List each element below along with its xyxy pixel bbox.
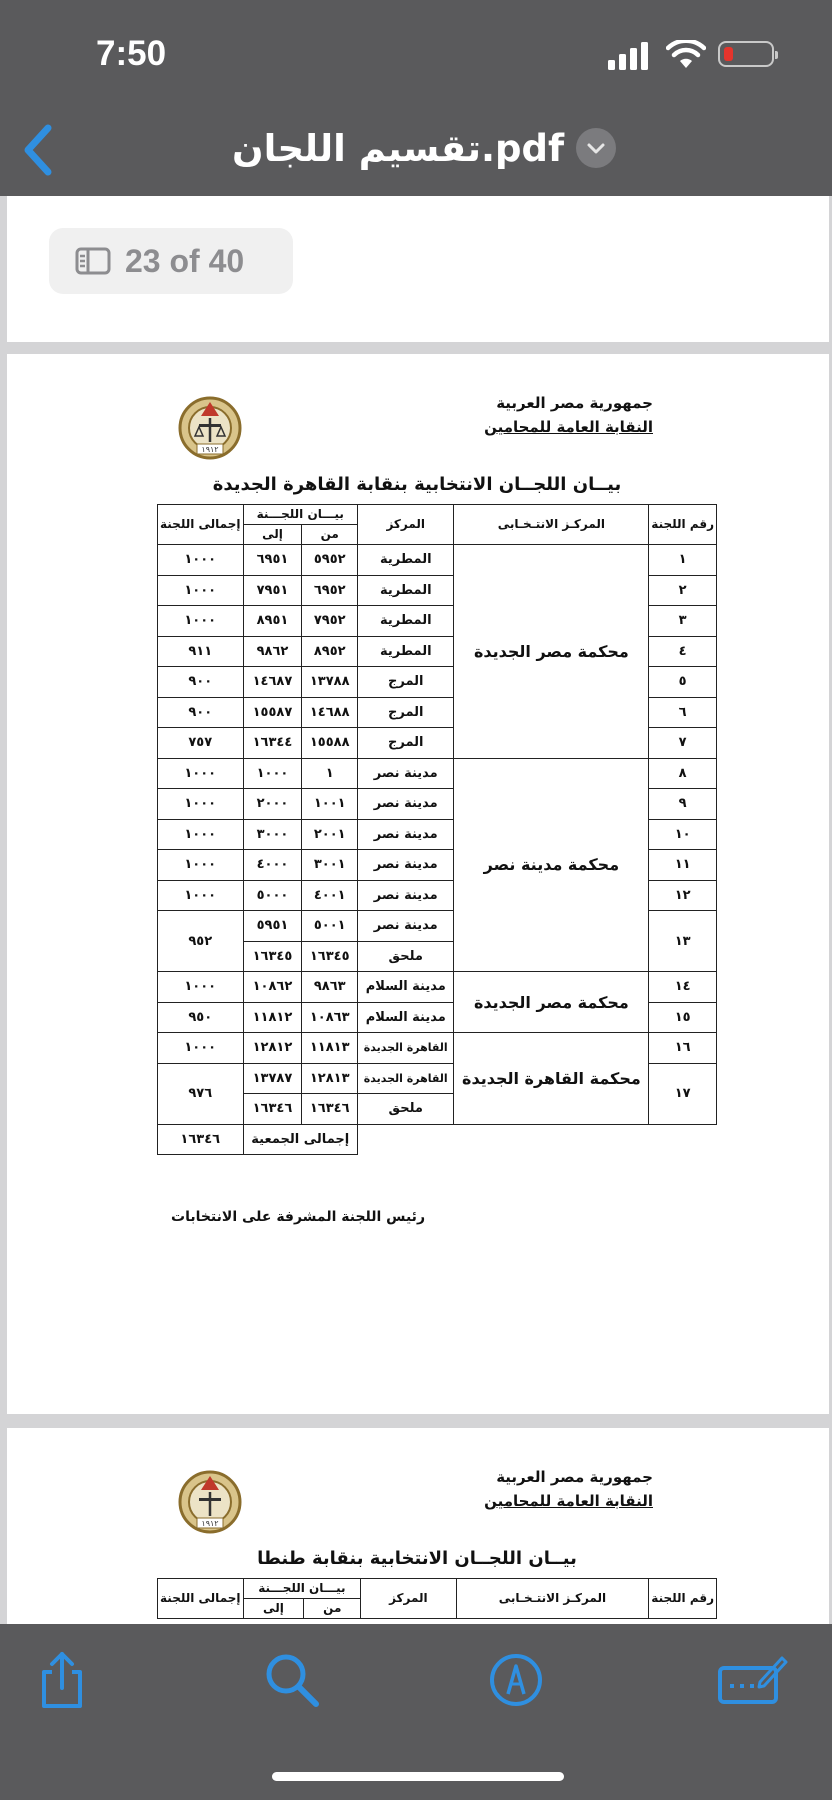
row-center: مدينة نصر — [358, 789, 454, 820]
row-total: ٩٥٢ — [158, 911, 244, 972]
row-to: ١١٨١٢ — [243, 1002, 302, 1033]
row-center: القاهرة الجديدة — [358, 1033, 454, 1064]
battery-icon — [718, 41, 774, 67]
share-icon[interactable] — [30, 1648, 94, 1712]
col-header-to: إلى — [243, 525, 302, 545]
row-from: ٥٠٠١ — [302, 911, 358, 942]
row-num: ٣ — [649, 606, 717, 637]
row-to: ٧٩٥١ — [243, 575, 302, 606]
row-center: المطرية — [358, 575, 454, 606]
row-center: مدينة السلام — [358, 972, 454, 1003]
grand-total-value: ١٦٣٤٦ — [158, 1124, 244, 1155]
row-from: ٩٨٦٣ — [302, 972, 358, 1003]
row-center: المرج — [358, 697, 454, 728]
row-to: ٤٠٠٠ — [243, 850, 302, 881]
row-total: ١٠٠٠ — [158, 545, 244, 576]
logo-year: ١٩١٢ — [201, 1519, 219, 1528]
row-total: ٩٠٠ — [158, 697, 244, 728]
row-num: ١٣ — [649, 911, 717, 972]
row-from: ٤٠٠١ — [302, 880, 358, 911]
row-total: ١٠٠٠ — [158, 880, 244, 911]
court-cell: محكمة مصر الجديدة — [454, 545, 649, 759]
sidebar-icon — [75, 247, 111, 275]
row-num: ١٠ — [649, 819, 717, 850]
row-from: ١٣٧٨٨ — [302, 667, 358, 698]
title-menu-chevron-icon[interactable] — [576, 128, 616, 168]
row-center: مدينة نصر — [358, 850, 454, 881]
table-row — [158, 545, 717, 576]
row-num: ١٦ — [649, 1033, 717, 1064]
row-to: ١٦٣٤٤ — [243, 728, 302, 759]
row-from: ١٥٥٨٨ — [302, 728, 358, 759]
row-center: ملحق — [358, 941, 454, 972]
row-num: ٢ — [649, 575, 717, 606]
col-header-num: رقم اللجنة — [649, 1579, 717, 1619]
document-title-button[interactable] — [232, 120, 616, 176]
row-to: ٣٠٠٠ — [243, 819, 302, 850]
doc-header-syndicate: النقابة العامة للمحامين — [484, 418, 653, 436]
bottom-toolbar — [0, 1624, 832, 1800]
logo-year: ١٩١٢ — [201, 445, 219, 454]
row-total: ٩٠٠ — [158, 667, 244, 698]
row-total: ١٠٠٠ — [158, 850, 244, 881]
row-total: ١٠٠٠ — [158, 758, 244, 789]
row-total: ١٠٠٠ — [158, 972, 244, 1003]
col-header-electoral-center: المركـز الانتـخـابى — [454, 505, 649, 545]
row-to: ١٣٧٨٧ — [243, 1063, 302, 1094]
row-total: ١٠٠٠ — [158, 606, 244, 637]
row-total: ١٠٠٠ — [158, 1033, 244, 1064]
col-header-committee: بيـــان اللجـــنة — [243, 505, 358, 525]
row-num: ٦ — [649, 697, 717, 728]
row-total: ٩٧٦ — [158, 1063, 244, 1124]
row-from: ١٦٣٤٦ — [302, 1094, 358, 1125]
row-total: ٩١١ — [158, 636, 244, 667]
row-to: ١٥٥٨٧ — [243, 697, 302, 728]
col-header-num: رقم اللجنة — [649, 505, 717, 545]
doc-header-syndicate: النقابة العامة للمحامين — [484, 1492, 653, 1510]
row-num: ٤ — [649, 636, 717, 667]
col-header-total: إجمالى اللجنة — [158, 505, 244, 545]
pdf-viewer[interactable] — [0, 196, 832, 1624]
row-num: ٧ — [649, 728, 717, 759]
col-header-from: من — [302, 525, 358, 545]
signature-line: رئيس اللجنة المشرفة على الانتخابات — [171, 1209, 426, 1225]
row-total: ١٠٠٠ — [158, 789, 244, 820]
back-chevron-icon[interactable] — [18, 120, 58, 180]
page-indicator[interactable] — [49, 228, 293, 294]
row-from: ١ — [302, 758, 358, 789]
row-num: ٥ — [649, 667, 717, 698]
row-center: مدينة نصر — [358, 819, 454, 850]
syndicate-logo-icon — [177, 394, 243, 464]
court-cell: محكمة مدينة نصر — [454, 758, 649, 972]
row-from: ٢٠٠١ — [302, 819, 358, 850]
row-total: ١٠٠٠ — [158, 575, 244, 606]
row-num: ٩ — [649, 789, 717, 820]
row-from: ١٦٣٤٥ — [302, 941, 358, 972]
table-row — [158, 758, 717, 789]
row-center: مدينة نصر — [358, 758, 454, 789]
document-title-heading: بيــان اللجــان الانتخابية بنقابة طنطا — [257, 1548, 577, 1569]
annotate-icon[interactable] — [716, 1648, 790, 1712]
row-total: ٧٥٧ — [158, 728, 244, 759]
row-from: ٣٠٠١ — [302, 850, 358, 881]
col-header-to: إلى — [243, 1599, 304, 1619]
row-to: ٥٩٥١ — [243, 911, 302, 942]
previous-page — [7, 196, 829, 342]
row-num: ١٧ — [649, 1063, 717, 1124]
row-num: ١٥ — [649, 1002, 717, 1033]
status-bar — [0, 0, 832, 110]
row-from: ١١٨١٣ — [302, 1033, 358, 1064]
row-from: ٦٩٥٢ — [302, 575, 358, 606]
pdf-page-24 — [7, 1428, 829, 1624]
status-time: 7:50 — [96, 34, 167, 73]
markup-icon[interactable] — [484, 1648, 548, 1712]
committees-table-header — [157, 1578, 717, 1619]
row-center: المرج — [358, 728, 454, 759]
row-from: ٧٩٥٢ — [302, 606, 358, 637]
row-center: المطرية — [358, 545, 454, 576]
col-header-center: المركز — [358, 505, 454, 545]
row-to: ١٠٨٦٢ — [243, 972, 302, 1003]
syndicate-logo-icon — [177, 1468, 243, 1538]
grand-total-label: إجمالى الجمعية — [243, 1124, 358, 1155]
empty-cell — [454, 1124, 649, 1155]
row-to: ٢٠٠٠ — [243, 789, 302, 820]
document-content — [157, 394, 717, 1225]
row-center: المطرية — [358, 606, 454, 637]
navigation-bar — [0, 110, 832, 196]
committees-table — [157, 504, 717, 1155]
doc-header-republic: جمهورية مصر العربية — [496, 1468, 653, 1486]
doc-header-republic: جمهورية مصر العربية — [496, 394, 653, 412]
row-center: مدينة السلام — [358, 1002, 454, 1033]
battery-level — [724, 47, 733, 61]
row-center: ملحق — [358, 1094, 454, 1125]
row-to: ١٦٣٤٥ — [243, 941, 302, 972]
row-to: ١٢٨١٢ — [243, 1033, 302, 1064]
wifi-icon — [666, 40, 706, 70]
row-num: ١١ — [649, 850, 717, 881]
court-cell: محكمة القاهرة الجديدة — [454, 1033, 649, 1125]
row-num: ١٢ — [649, 880, 717, 911]
row-to: ٨٩٥١ — [243, 606, 302, 637]
court-cell: محكمة مصر الجديدة — [454, 972, 649, 1033]
table-row — [158, 1033, 717, 1064]
row-from: ٨٩٥٢ — [302, 636, 358, 667]
row-center: مدينة نصر — [358, 880, 454, 911]
row-from: ٥٩٥٢ — [302, 545, 358, 576]
row-to: ٩٨٦٢ — [243, 636, 302, 667]
page-indicator-text: 23 of 40 — [125, 242, 245, 279]
table-row — [158, 972, 717, 1003]
cellular-signal-icon — [608, 42, 654, 70]
search-icon[interactable] — [260, 1648, 324, 1712]
pdf-page-23 — [7, 354, 829, 1414]
row-to: ١٠٠٠ — [243, 758, 302, 789]
col-header-committee: بيـــان اللجـــنة — [243, 1579, 361, 1599]
row-center: مدينة نصر — [358, 911, 454, 942]
row-from: ١٢٨١٣ — [302, 1063, 358, 1094]
row-center: القاهرة الجديدة — [358, 1063, 454, 1094]
row-num: ١ — [649, 545, 717, 576]
col-header-electoral-center: المركـز الانتـخـابى — [456, 1579, 649, 1619]
row-from: ١٠٨٦٣ — [302, 1002, 358, 1033]
document-content-next — [157, 1468, 717, 1624]
empty-cell — [649, 1124, 717, 1155]
document-title-heading: بيــان اللجــان الانتخابية بنقابة القاهرة الجديدة — [212, 474, 622, 495]
row-to: ١٦٣٤٦ — [243, 1094, 302, 1125]
row-from: ١٠٠١ — [302, 789, 358, 820]
row-to: ١٤٦٨٧ — [243, 667, 302, 698]
document-title[interactable]: تقسيم اللجان.pdf — [232, 126, 565, 170]
row-to: ٦٩٥١ — [243, 545, 302, 576]
row-center: المطرية — [358, 636, 454, 667]
home-indicator[interactable] — [272, 1772, 564, 1781]
row-total: ٩٥٠ — [158, 1002, 244, 1033]
col-header-total: إجمالى اللجنة — [158, 1579, 244, 1619]
empty-cell — [358, 1124, 454, 1155]
row-from: ١٤٦٨٨ — [302, 697, 358, 728]
row-to: ٥٠٠٠ — [243, 880, 302, 911]
row-center: المرج — [358, 667, 454, 698]
battery-cap — [775, 51, 778, 59]
grand-total-row — [158, 1124, 717, 1155]
row-num: ١٤ — [649, 972, 717, 1003]
row-num: ٨ — [649, 758, 717, 789]
col-header-from: من — [304, 1599, 361, 1619]
row-total: ١٠٠٠ — [158, 819, 244, 850]
col-header-center: المركز — [361, 1579, 456, 1619]
